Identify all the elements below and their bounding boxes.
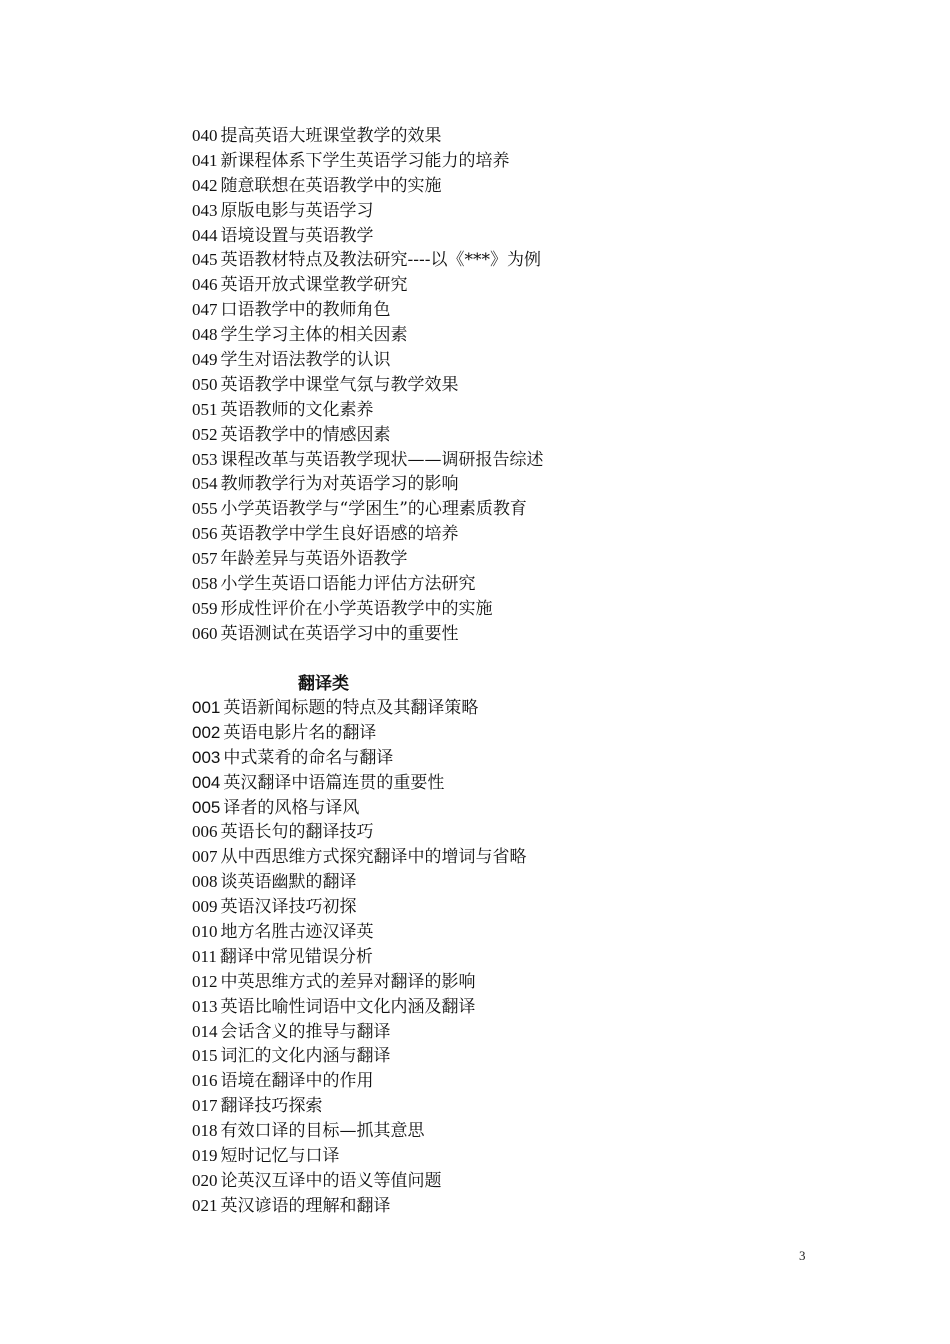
list-item bbox=[192, 174, 544, 199]
list-item bbox=[192, 870, 527, 895]
item-number: 019 bbox=[192, 1146, 218, 1166]
item-number: 010 bbox=[192, 922, 218, 942]
list-item bbox=[192, 622, 544, 647]
topic-list-teaching bbox=[192, 124, 544, 647]
list-item bbox=[192, 1044, 527, 1069]
list-item bbox=[192, 1194, 527, 1219]
list-item bbox=[192, 298, 544, 323]
item-number: 018 bbox=[192, 1121, 218, 1141]
item-number: 014 bbox=[192, 1021, 218, 1041]
list-item bbox=[192, 845, 527, 870]
item-number: 006 bbox=[192, 822, 218, 842]
item-title: 年龄差异与英语外语教学 bbox=[220, 549, 408, 570]
item-number: 002 bbox=[192, 722, 221, 742]
item-number: 049 bbox=[192, 350, 218, 370]
item-title: 小学英语教学与“学困生”的心理素质教育 bbox=[220, 499, 527, 520]
item-number: 017 bbox=[192, 1096, 218, 1116]
list-item bbox=[192, 1144, 527, 1169]
item-title: 英语汉译技巧初探 bbox=[220, 897, 357, 918]
item-number: 050 bbox=[192, 374, 218, 394]
item-number: 042 bbox=[192, 175, 218, 195]
item-title: 论英汉互译中的语义等值问题 bbox=[220, 1170, 442, 1191]
item-number: 003 bbox=[192, 747, 221, 767]
item-number: 007 bbox=[192, 847, 218, 867]
item-number: 008 bbox=[192, 872, 218, 892]
list-item bbox=[192, 248, 544, 273]
list-item bbox=[192, 348, 544, 373]
item-number: 044 bbox=[192, 225, 218, 245]
section-heading: 翻译类 bbox=[298, 674, 349, 694]
list-item bbox=[192, 448, 544, 473]
list-item bbox=[192, 497, 544, 522]
item-title: 课程改革与英语教学现状——调研报告综述 bbox=[220, 449, 544, 470]
item-number: 054 bbox=[192, 474, 218, 494]
item-number: 059 bbox=[192, 598, 218, 618]
list-item bbox=[192, 273, 544, 298]
list-item bbox=[192, 1069, 527, 1094]
item-number: 055 bbox=[192, 499, 218, 519]
list-item bbox=[192, 1169, 527, 1194]
item-number: 015 bbox=[192, 1046, 218, 1066]
list-item bbox=[192, 373, 544, 398]
topic-list-translation bbox=[192, 696, 527, 1219]
item-title: 随意联想在英语教学中的实施 bbox=[220, 175, 442, 196]
item-number: 057 bbox=[192, 549, 218, 569]
item-title: 英语教材特点及教法研究----以《***》为例 bbox=[220, 250, 541, 271]
item-title: 从中西思维方式探究翻译中的增词与省略 bbox=[220, 847, 527, 868]
list-item bbox=[192, 1094, 527, 1119]
item-title: 英语教师的文化素养 bbox=[220, 399, 374, 420]
item-number: 001 bbox=[192, 698, 221, 717]
item-number: 004 bbox=[192, 772, 221, 792]
list-item bbox=[192, 1119, 527, 1144]
item-title: 教师教学行为对英语学习的影响 bbox=[220, 474, 459, 495]
list-item bbox=[192, 945, 527, 970]
item-title: 英语比喻性词语中文化内涵及翻译 bbox=[220, 996, 476, 1017]
list-item bbox=[192, 995, 527, 1020]
item-title: 中式菜肴的命名与翻译 bbox=[223, 747, 394, 768]
list-item bbox=[192, 721, 527, 746]
item-number: 045 bbox=[192, 250, 218, 270]
item-number: 056 bbox=[192, 524, 218, 544]
item-title: 英汉谚语的理解和翻译 bbox=[220, 1195, 391, 1216]
item-number: 013 bbox=[192, 996, 218, 1016]
item-number: 052 bbox=[192, 424, 218, 444]
item-number: 058 bbox=[192, 574, 218, 594]
item-title: 谈英语幽默的翻译 bbox=[220, 872, 357, 893]
list-item bbox=[192, 124, 544, 149]
list-item bbox=[192, 547, 544, 572]
item-number: 020 bbox=[192, 1170, 218, 1190]
item-title: 词汇的文化内涵与翻译 bbox=[220, 1046, 391, 1067]
list-item bbox=[192, 149, 544, 174]
item-title: 有效口译的目标—抓其意思 bbox=[220, 1121, 425, 1142]
item-title: 翻译技巧探索 bbox=[220, 1096, 323, 1117]
list-item bbox=[192, 895, 527, 920]
list-item bbox=[192, 771, 527, 796]
list-item bbox=[192, 323, 544, 348]
item-number: 047 bbox=[192, 300, 218, 320]
item-title: 英语测试在英语学习中的重要性 bbox=[220, 623, 459, 644]
item-number: 048 bbox=[192, 325, 218, 345]
page-number: 3 bbox=[799, 1248, 806, 1263]
item-number: 040 bbox=[192, 126, 218, 145]
item-title: 英语电影片名的翻译 bbox=[223, 722, 377, 743]
list-item bbox=[192, 398, 544, 423]
list-item bbox=[192, 423, 544, 448]
item-title: 小学生英语口语能力评估方法研究 bbox=[220, 574, 476, 595]
list-item bbox=[192, 572, 544, 597]
item-title: 语境设置与英语教学 bbox=[220, 225, 374, 246]
item-number: 046 bbox=[192, 275, 218, 295]
item-title: 原版电影与英语学习 bbox=[220, 200, 374, 221]
item-number: 043 bbox=[192, 200, 218, 220]
item-title: 学生对语法教学的认识 bbox=[220, 350, 391, 371]
list-item bbox=[192, 1020, 527, 1045]
item-title: 中英思维方式的差异对翻译的影响 bbox=[220, 971, 476, 992]
item-number: 051 bbox=[192, 399, 218, 419]
item-title: 翻译中常见错误分析 bbox=[219, 946, 373, 967]
list-item bbox=[192, 522, 544, 547]
item-title: 英语开放式课堂教学研究 bbox=[220, 275, 408, 296]
list-item bbox=[192, 746, 527, 771]
list-item bbox=[192, 199, 544, 224]
item-number: 060 bbox=[192, 623, 218, 643]
item-number: 053 bbox=[192, 449, 218, 469]
item-number: 041 bbox=[192, 150, 218, 170]
item-title: 口语教学中的教师角色 bbox=[220, 300, 391, 321]
item-title: 新课程体系下学生英语学习能力的培养 bbox=[220, 150, 510, 171]
item-number: 005 bbox=[192, 797, 221, 817]
item-title: 地方名胜古迹汉译英 bbox=[220, 922, 374, 943]
item-title: 英语教学中课堂气氛与教学效果 bbox=[220, 374, 459, 395]
item-title: 英语教学中学生良好语感的培养 bbox=[220, 524, 459, 545]
item-title: 会话含义的推导与翻译 bbox=[220, 1021, 391, 1042]
item-title: 英语新闻标题的特点及其翻译策略 bbox=[223, 698, 479, 718]
list-item bbox=[192, 696, 527, 721]
item-number: 011 bbox=[192, 946, 217, 966]
item-title: 英语教学中的情感因素 bbox=[220, 424, 391, 445]
item-title: 英汉翻译中语篇连贯的重要性 bbox=[223, 772, 445, 793]
item-title: 语境在翻译中的作用 bbox=[220, 1071, 374, 1092]
item-number: 012 bbox=[192, 971, 218, 991]
list-item bbox=[192, 472, 544, 497]
list-item bbox=[192, 970, 527, 995]
item-title: 形成性评价在小学英语教学中的实施 bbox=[220, 598, 493, 619]
item-title: 学生学习主体的相关因素 bbox=[220, 325, 408, 346]
item-number: 009 bbox=[192, 897, 218, 917]
item-title: 英语长句的翻译技巧 bbox=[220, 822, 374, 843]
list-item bbox=[192, 920, 527, 945]
item-number: 016 bbox=[192, 1071, 218, 1091]
list-item bbox=[192, 796, 527, 821]
list-item bbox=[192, 224, 544, 249]
item-title: 短时记忆与口译 bbox=[220, 1146, 340, 1167]
item-title: 提高英语大班课堂教学的效果 bbox=[220, 126, 442, 146]
list-item bbox=[192, 597, 544, 622]
list-item bbox=[192, 820, 527, 845]
item-number: 021 bbox=[192, 1195, 218, 1215]
item-title: 译者的风格与译风 bbox=[223, 797, 360, 818]
